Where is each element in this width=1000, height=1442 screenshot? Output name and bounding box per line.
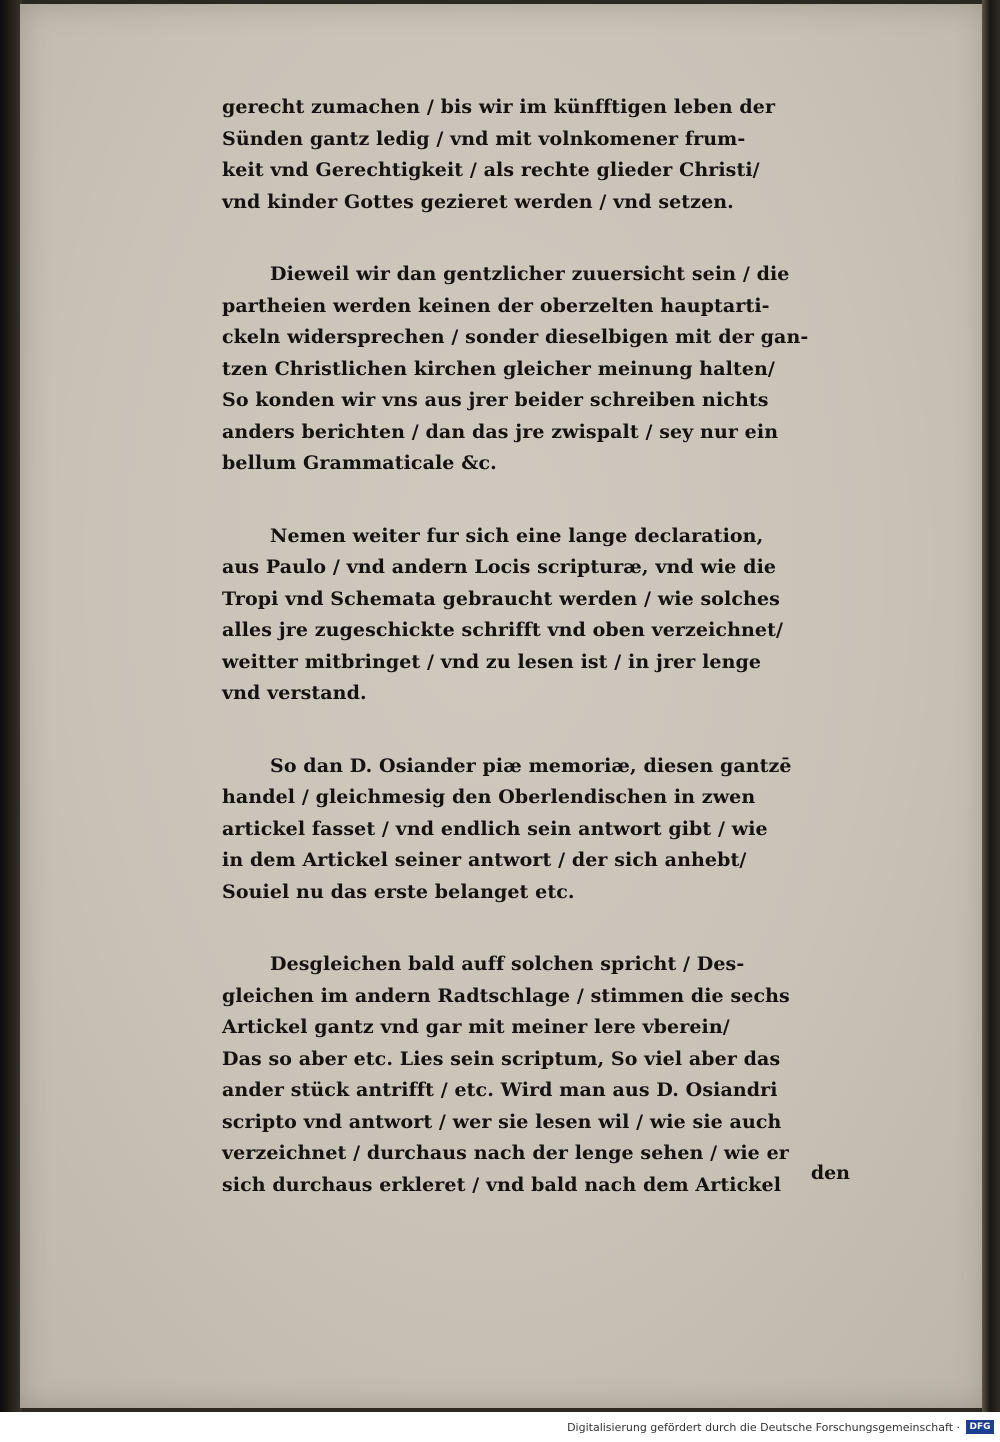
text-line: vnd kinder Gottes gezieret werden / vnd setzen. [222, 190, 734, 213]
text-line: bellum Grammaticale &c. [222, 452, 497, 474]
text-line: anders berichten / dan das jre zwispalt / sey nur ein [222, 420, 779, 443]
text-line: Desgleichen bald auff solchen spricht / Des- [270, 953, 745, 975]
paragraph-5 [222, 949, 862, 1201]
text-line: keit vnd Gerechtigkeit / als rechte glieder Christi/ [222, 159, 760, 181]
text-line: So konden wir vns aus jrer beider schreiben nichts [222, 389, 769, 411]
text-line: in dem Artickel seiner antwort / der sich anhebt/ [222, 849, 747, 871]
page-text [222, 92, 862, 1242]
text-line: Nemen weiter fur sich eine lange declaration, [270, 524, 764, 547]
dfg-logo: DFG [966, 1420, 994, 1434]
paragraph-1 [222, 92, 862, 218]
paragraph-3 [222, 521, 862, 710]
text-line: Tropi vnd Schemata gebraucht werden / wie solches [222, 587, 780, 610]
text-line: partheien werden keinen der oberzelten hauptarti- [222, 294, 770, 317]
text-line: ander stück antrifft / etc. Wird man aus D. Osiandri [222, 1079, 778, 1101]
footer-credit: Digitalisierung gefördert durch die Deutsche Forschungsgemeinschaft · [567, 1421, 960, 1434]
page-edge [982, 0, 1000, 1412]
text-line: tzen Christlichen kirchen gleicher meinung halten/ [222, 357, 775, 380]
paragraph-2 [222, 259, 862, 480]
text-line: verzeichnet / durchaus nach der lenge sehen / wie er [222, 1142, 789, 1164]
text-line: Sünden gantz ledig / vnd mit volnkomener frum- [222, 127, 746, 150]
text-line: vnd verstand. [222, 682, 367, 704]
text-line: gerecht zumachen / bis wir im künfftigen leben der [222, 96, 776, 118]
text-line: weitter mitbringet / vnd zu lesen ist / in jrer lenge [222, 650, 762, 673]
text-line: gleichen im andern Radtschlage / stimmen die sechs [222, 984, 790, 1007]
text-line: handel / gleichmesig den Oberlendischen in zwen [222, 786, 756, 808]
binding-shadow [0, 0, 22, 1412]
text-line: aus Paulo / vnd andern Locis scripturæ, vnd wie die [222, 556, 777, 578]
paragraph-4 [222, 751, 862, 909]
text-line: Souiel nu das erste belanget etc. [222, 880, 575, 903]
text-line: So dan D. Osiander piæ memoriæ, diesen gantzē [270, 754, 792, 777]
text-line: alles jre zugeschickte schrifft vnd oben verzeichnet/ [222, 619, 784, 641]
text-line: sich durchaus erkleret / vnd bald nach dem Artickel [222, 1173, 782, 1196]
text-line: artickel fasset / vnd endlich sein antwort gibt / wie [222, 817, 768, 840]
text-line: Artickel gantz vnd gar mit meiner lere vberein/ [222, 1016, 730, 1038]
text-line: scripto vnd antwort / wer sie lesen wil / wie sie auch [222, 1110, 782, 1133]
text-line: Dieweil wir dan gentzlicher zuuersicht sein / die [270, 263, 790, 285]
catchword: den [810, 1162, 850, 1184]
text-line: ckeln widersprechen / sonder dieselbigen mit der gan- [222, 326, 809, 348]
text-line: Das so aber etc. Lies sein scriptum, So viel aber das [222, 1047, 781, 1070]
